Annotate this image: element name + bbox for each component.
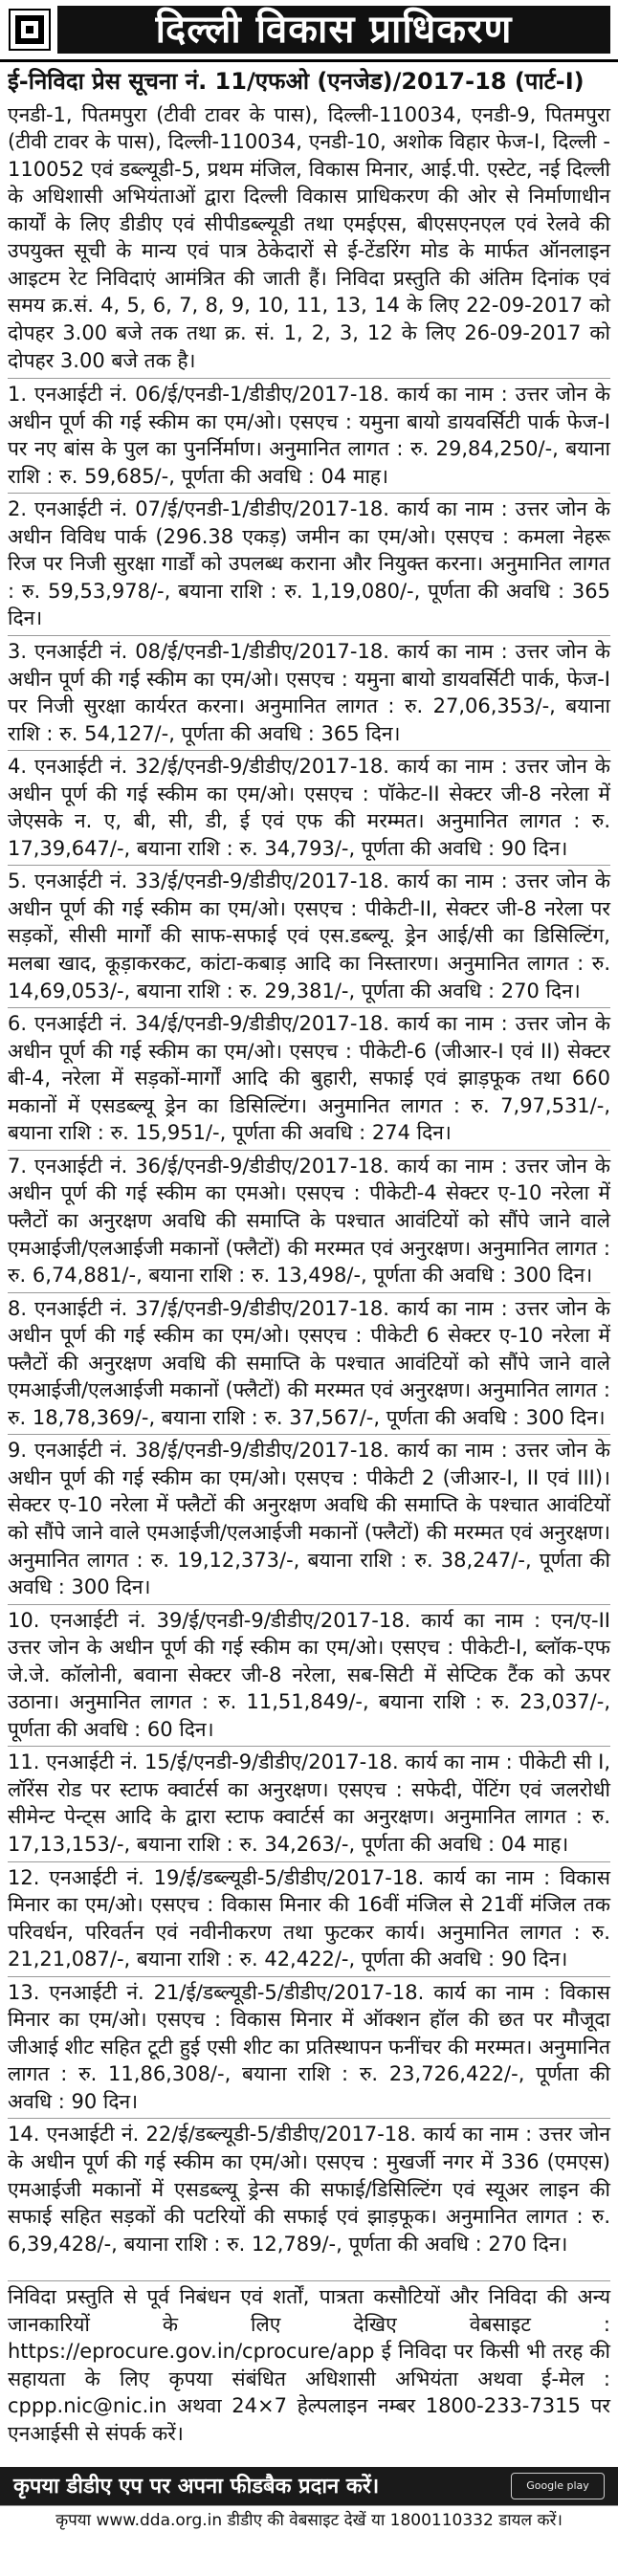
tender-item: 10. एनआईटी नं. 39/ई/एनडी-9/डीडीए/2017-18. कार्य का नाम : एन/ए-II उत्तर जोन के अधीन पूर्ण की गई स्कीम का एम/ओ। एसएच : पीकेटी-I, ब्लॉक-एफ जे.जे. कॉलोनी, बवाना सेक्टर जी-8 नरेला, सब-सिटी में सेप्टिक टैंक को ऊपर उठाना। अनुमानित लागत : रु. 11,51,849/-, बयाना राशि : रु. 23,037/-, पूर्णता की अवधि : 60 दिन। [8,1604,610,1747]
tender-item: 12. एनआईटी नं. 19/ई/डब्ल्यूडी-5/डीडीए/2017-18. कार्य का नाम : विकास मिनार का एम/ओ। एसएच : विकास मिनार की 16वीं मंजिल से 21वीं मंजिल तक परिवर्धन, परिवर्तन एवं नवीनीकरण तथा फुटकर कार्य। अनुमानित लागत : रु. 21,21,087/-, बयाना राशि : रु. 42,422/-, पूर्णता की अवधि : 90 दिन। [8,1861,610,1976]
tender-item: 3. एनआईटी नं. 08/ई/एनडी-1/डीडीए/2017-18. कार्य का नाम : उत्तर जोन के अधीन पूर्ण की गई स्कीम का एम/ओ। एसएच : यमुना बायो डायवर्सिटी पार्क, फेज-I पर निजी सुरक्षा कार्यरत करना। अनुमानित लागत : रु. 27,06,353/-, बयाना राशि : रु. 54,127/-, पूर्णता की अवधि : 365 दिन। [8,635,610,750]
tender-item: 4. एनआईटी नं. 32/ई/एनडी-9/डीडीए/2017-18. कार्य का नाम : उत्तर जोन के अधीन पूर्ण की गई स्कीम का एम/ओ। एसएच : पॉकेट-II सेक्टर जी-8 नरेला में जेएसके न. ए, बी, सी, डी, ई एवं एफ की मरम्मत। अनुमानित लागत : रु. 17,39,647/-, बयाना राशि : रु. 34,793/-, पूर्णता की अवधि : 90 दिन। [8,750,610,865]
website-line: कृपया www.dda.org.in डीडीए की वेबसाइट देखें या 1800110332 डायल करें। [0,2505,618,2536]
tender-item: 14. एनआईटी नं. 22/ई/डब्ल्यूडी-5/डीडीए/2017-18. कार्य का नाम : उत्तर जोन के अधीन पूर्ण की गई स्कीम का एम/ओ। एसएच : मुखर्जी नगर में 336 (एमएस) एमआईजी मकानों में एसडब्ल्यू ड्रेन्स की सफाई/डिसिल्टिंग एवं स्यूअर लाइन की सफाई सहित सड़कों की पटरियों की सफाई एवं झाड़फूक। अनुमानित लागत : रु. 6,39,428/-, बयाना राशि : रु. 12,789/-, पूर्णता की अवधि : 270 दिन। [8,2118,610,2260]
intro-paragraph: एनडी-1, पितमपुरा (टीवी टावर के पास), दिल्ली-110034, एनडी-9, पितमपुरा (टीवी टावर के पास), दिल्ली-110034, एनडी-10, अशोक विहार फेज-I, दिल्ली - 110052 एवं डब्ल्यूडी-5, प्रथम मंजिल, विकास मिनार, आई.पी. एस्टेट, नई दिल्ली के अधिशासी अभियंताओं द्वारा दिल्ली विकास प्राधिकरण की ओर से निर्माणाधीन कार्यों के लिए डीडीए एवं सीपीडब्ल्यूडी तथा एमईएस, बीएसएनएल एवं रेलवे की उपयुक्त सूची के मान्य एवं पात्र ठेकेदारों से ई-टेंडरिंग मोड के मार्फत ऑनलाइन आइटम रेट निविदाएं आमंत्रित की जाती हैं। निविदा प्रस्तुति की अंतिम दिनांक एवं समय क्र.सं. 4, 5, 6, 7, 8, 9, 10, 11, 13, 14 के लिए 22-09-2017 को दोपहर 3.00 बजे तक तथा क्र. सं. 1, 2, 3, 12 के लिए 26-09-2017 को दोपहर 3.00 बजे तक है। [8,102,610,372]
tender-item: 6. एनआईटी नं. 34/ई/एनडी-9/डीडीए/2017-18. कार्य का नाम : उत्तर जोन के अधीन पूर्ण की गई स्कीम का एम/ओ। एसएच : पीकेटी-6 (जीआर-I एवं II) सेक्टर बी-4, नरेला में सड़कों-मार्गों आदि की बुहारी, सफाई एवं झाड़फूक तथा 660 मकानों में एसडब्ल्यू ड्रेन का डिसिल्टिंग। अनुमानित लागत : रु. 7,97,531/-, बयाना राशि : रु. 15,951/-, पूर्णता की अवधि : 274 दिन। [8,1007,610,1150]
tender-item: 7. एनआईटी नं. 36/ई/एनडी-9/डीडीए/2017-18. कार्य का नाम : उत्तर जोन के अधीन पूर्ण की गई स्कीम का एमओ। एसएच : पीकेटी-4 सेक्टर ए-10 नरेला में फ्लैटों का अनुरक्षण अवधि की समाप्ति के पश्चात आवंटियों को सौंपे जाने वाले एमआईजी/एलआईजी मकानों (फ्लैटों) की मरम्मत एवं अनुरक्षण। अनुमानित लागत : रु. 6,74,881/-, बयाना राशि : रु. 13,498/-, पूर्णता की अवधि : 300 दिन। [8,1150,610,1292]
notice-number: ई-निविदा प्रेस सूचना नं. 11/एफओ (एनजेड)/2017-18 (पार्ट-I) [8,68,585,95]
tender-item: 2. एनआईटी नं. 07/ई/एनडी-1/डीडीए/2017-18. कार्य का नाम : उत्तर जोन के अधीन विविध पार्क (296.38 एकड़) जमीन का एम/ओ। एसएच : कमला नेहरू रिज पर निजी सुरक्षा गार्डों को उपलब्ध कराना और नियुक्त करना। अनुमानित लागत : रु. 59,53,978/-, बयाना राशि : रु. 1,19,080/-, पूर्णता की अवधि : 365 दिन। [8,493,610,635]
feedback-text: कृपया डीडीए एप पर अपना फीडबैक प्रदान करें। [13,2474,380,2499]
tender-list [8,378,610,2260]
page-title: दिल्ली विकास प्राधिकरण [57,6,610,54]
dda-emblem-icon [8,8,52,52]
google-play-badge[interactable]: Google play [511,2473,605,2499]
tender-item: 8. एनआईटी नं. 37/ई/एनडी-9/डीडीए/2017-18. कार्य का नाम : उत्तर जोन के अधीन पूर्ण की गई स्कीम का एम/ओ। एसएच : पीकेटी 6 सेक्टर ए-10 नरेला में फ्लैटों की अनुरक्षण अवधि की समाप्ति के पश्चात आवंटियों को सौंपे जाने वाले एमआईजी/एलआईजी मकानों (फ्लैटों) की मरम्मत एवं अनुरक्षण। अनुमानित लागत : रु. 18,78,369/-, बयाना राशि : रु. 37,567/-, पूर्णता की अवधि : 300 दिन। [8,1292,610,1435]
tender-item: 13. एनआईटी नं. 21/ई/डब्ल्यूडी-5/डीडीए/2017-18. कार्य का नाम : विकास मिनार का एम/ओ। एसएच : विकास मिनार में ऑक्शन हॉल की छत पर मौजूदा जीआई शीट सहित टूटी हुई एसी शीट का प्रतिस्थापन फनींचर की मरम्मत। अनुमानित लागत : रु. 11,86,308/-, बयाना राशि : रु. 23,726,422/-, पूर्णता की अवधि : 90 दिन। [8,1976,610,2119]
tender-item: 1. एनआईटी नं. 06/ई/एनडी-1/डीडीए/2017-18. कार्य का नाम : उत्तर जोन के अधीन पूर्ण की गई स्कीम का एम/ओ। एसएच : यमुना बायो डायवर्सिटी पार्क फेज-I पर नए बांस के पुल का पुनर्निर्माण। अनुमानित लागत : रु. 29,84,250/-, बयाना राशि : रु. 59,685/-, पूर्णता की अवधि : 04 माह। [8,378,610,493]
feedback-banner [0,2467,618,2505]
tender-item: 9. एनआईटी नं. 38/ई/एनडी-9/डीडीए/2017-18. कार्य का नाम : उत्तर जोन के अधीन पूर्ण की गई स्कीम का एम/ओ। एसएच : पीकेटी 2 (जीआर-I, II एवं III)। सेक्टर ए-10 नरेला में फ्लैटों की अनुरक्षण अवधि की समाप्ति के पश्चात आवंटियों को सौंपे जाने वाले एमआईजी/एलआईजी मकानों (फ्लैटों) की मरम्मत एवं अनुरक्षण। अनुमानित लागत : रु. 19,12,373/-, बयाना राशि : रु. 38,247/-, पूर्णता की अवधि : 300 दिन। [8,1434,610,1603]
footer-note: निविदा प्रस्तुति से पूर्व निबंधन एवं शर्तों, पात्रता कसौटियों और निविदा की अन्य जानकारियों के लिए देखिए वेबसाइट : https://eprocure.gov.in/cprocure/app ई निविदा पर किसी भी तरह की सहायता के लिए कृपया संबंधित अधिशासी अभियंता अथवा ई-मेल : cppp.nic@nic.in अथवा 24×7 हेल्पलाइन नम्बर 1800-233-7315 पर एनआईसी से संपर्क करें। [8,2280,610,2447]
tender-item: 11. एनआईटी नं. 15/ई/एनडी-9/डीडीए/2017-18. कार्य का नाम : पीकेटी सी I, लॉरेंस रोड पर स्टाफ क्वार्टर्स का अनुरक्षण। एसएच : सफेदी, पेंटिंग एवं जलरोधी सीमेन्ट पेन्ट्स आदि के द्वारा स्टाफ क्वार्टर्स का अनुरक्षण। अनुमानित लागत : रु. 17,13,153/-, बयाना राशि : रु. 34,263/-, पूर्णता की अवधि : 04 माह। [8,1746,610,1860]
header [0,0,618,62]
tender-item: 5. एनआईटी नं. 33/ई/एनडी-9/डीडीए/2017-18. कार्य का नाम : उत्तर जोन के अधीन पूर्ण की गई स्कीम का एम/ओ। एसएच : पीकेटी-II, सेक्टर जी-8 नरेला पर सड़कों, सीसी मार्गों की साफ-सफाई एवं एस.डब्ल्यू. ड्रेन आई/सी का डिसिल्टिंग, मलबा खाद, कूड़ाकरकट, कांटा-कबाड़ आदि का निस्तारण। अनुमानित लागत : रु. 14,69,053/-, बयाना राशि : रु. 29,381/-, पूर्णता की अवधि : 270 दिन। [8,865,610,1007]
